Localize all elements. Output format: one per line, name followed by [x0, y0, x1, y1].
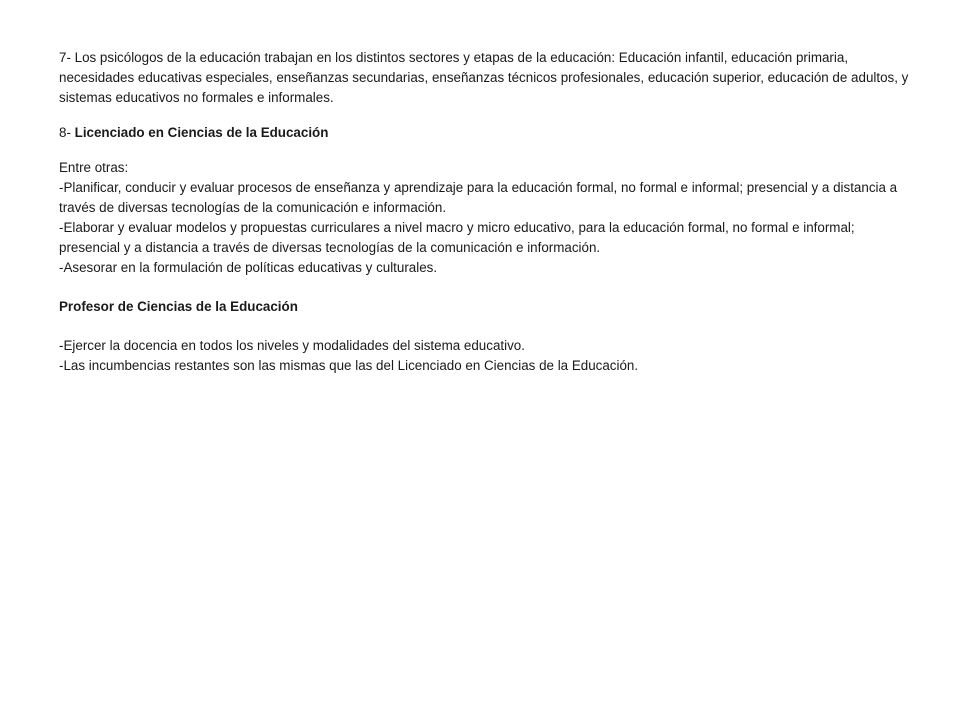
section-8-item: -Planificar, conducir y evaluar procesos de enseñanza y aprendizaje para la educación formal, no formal e informal; presencial y a distancia a través de diversas tecnologías de la comunicación e información.: [59, 180, 898, 215]
section-8-heading: [59, 123, 909, 143]
profesor-body: [59, 336, 909, 376]
section-8-intro: Entre otras:: [59, 160, 129, 175]
section-8-title: Licenciado en Ciencias de la Educación: [74, 125, 329, 140]
section-7-paragraph: 7- Los psicólogos de la educación trabajan en los distintos sectores y etapas de la educación: Educación infantil, educación primaria, necesidades educativas especiales, enseñanzas secundarias, enseñanzas técnicos profesionales, educación superior, educación de adultos, y sistemas educativos no formales e informales.: [59, 50, 909, 105]
section-8-number: 8-: [59, 125, 75, 140]
profesor-item: -Las incumbencias restantes son las mismas que las del Licenciado en Ciencias de la Educación.: [59, 358, 639, 373]
section-8-body: [59, 158, 909, 278]
profesor-heading: Profesor de Ciencias de la Educación: [59, 299, 298, 314]
slide-content: [59, 48, 909, 376]
section-8-item: -Asesorar en la formulación de políticas educativas y culturales.: [59, 260, 438, 275]
section-8-item: -Elaborar y evaluar modelos y propuestas curriculares a nivel macro y micro educativo, para la educación formal, no formal e informal; presencial y a distancia a través de diversas tecnologías de la comunicación e información.: [59, 220, 855, 255]
profesor-item: -Ejercer la docencia en todos los niveles y modalidades del sistema educativo.: [59, 338, 525, 353]
